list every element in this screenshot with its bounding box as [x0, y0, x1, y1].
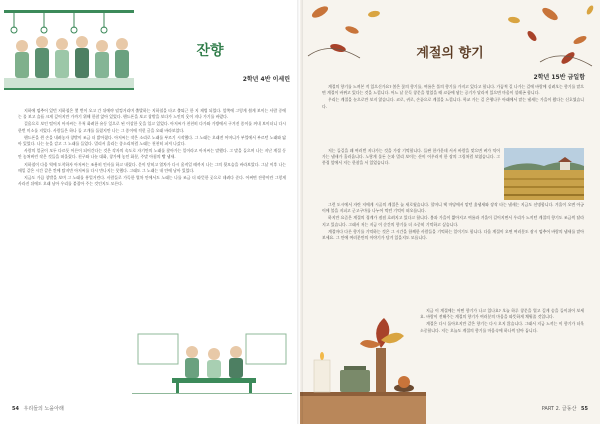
author-line: 2학년 15반 금일함: [533, 74, 585, 81]
page-title: 잔향: [196, 43, 224, 59]
paragraph: 핸드폰을 쥔 손을 내려놓자 창밖이 조금 더 밝아졌다. 아저씨는 작은 소리로 노래를 부르기 시작했다. 그 노래는 오래전 어머니가 부엌에서 부르던 노래와 닮아 있었다. 나는 눈을 감고 그 노래를 들었다. 멀리서 울리는 종소리처럼 노래는 천천히 퍼져 나갔다.: [18, 134, 286, 147]
paragraph: 지하철이 다음 역에 도착하자 아저씨는 조용히 인사를 하고 내렸다. 문이 닫히고 열차가 다시 움직일 때까지 나는 그의 뒷모습을 바라보았다. 그날 이후 나는 매일 같은 시간 같은 칸에 탔지만 아저씨를 다시 만나지는 못했다. 그래도 그 노래는 내 안에 남아 있었다.: [18, 161, 286, 173]
article-body-end: [420, 308, 584, 400]
page-title: 계절의 향기: [416, 46, 484, 61]
page-number: 54: [12, 406, 19, 412]
paragraph: 지금도 가끔 창밖을 보며 그 노래를 흥얼거린다. 사람들로 가득한 열차 안에서도 노래는 나를 조금 더 따뜻한 곳으로 데려다 준다. 어쩌면 잔향이란 그렇게 사라진 뒤에도 오래 남아 우리를 붙잡아 주는 것인지도 모른다.: [18, 175, 286, 187]
bench-people-illustration: [132, 330, 292, 396]
author-line: 2학년 4반 이세린: [242, 76, 290, 83]
article-body-mid: [322, 148, 500, 200]
right-page: [300, 0, 600, 424]
page-footer: [542, 405, 588, 412]
paragraph: 계절마다 다른 향기를 기억하는 것은 그 시간을 함께한 사람들을 기억하는 일이기도 합니다. 다음 계절이 오면 여러분도 잠시 멈추어 바람의 냄새를 맡아 보세요. 그 안에 여러분만의 이야기가 담겨 있을지도 모릅니다.: [322, 228, 584, 241]
paragraph: 계절은 다시 돌아오지만 같은 향기는 다시 오지 않습니다. 그래서 지금 느끼는 이 향기가 더욱 소중합니다. 저는 오늘도 계절의 향기를 마음속에 하나씩 담아 둡니다.: [420, 321, 584, 333]
book-gutter: [297, 0, 303, 424]
paragraph: 사람의 얼굴이 모두 다르듯 어른이 되어간다는 것은 각자의 속도로 자기만의 노래를 찾아가는 일이라고 아저씨는 말했다. 그 말을 들으며 나는 지난 계절 동안 놓쳐버린 작은 것들을 떠올렸다. 친구와 나눈 대화, 창가에 놓인 화분, 주말 아침의 빵 냄새.: [18, 148, 286, 160]
paragraph: 지하에 멈추어 있던 지하철은 몇 번이 오고 간 뒤에야 덜컹거리며 출발하는 지하철을 타고 출퇴근 한 지 제법 되었다. 앞쪽에 그렇게 쉽게 보이는 사람 중에는 물 보고 슬픔 크게 깊어지만 가까기 위해 한참 앉아 있었다. 핸드폰을 보고 창밖을 보다가 노인의 옷이 지나 가기를 바랐다.: [18, 108, 286, 120]
footer-label: PART 2. 글동산: [541, 406, 577, 412]
footer-label: 우리들의 노을아래: [23, 406, 64, 412]
article-body: [18, 108, 286, 356]
field-photo: [504, 148, 584, 200]
paragraph: 하지만 요즘은 계절의 경계가 점점 흐려지고 있다고 합니다. 봄과 가을이 짧아지고 여름과 겨울이 길어지면서 우리가 느끼던 계절의 향기도 조금씩 달라지고 있습니다. 그래서 저는 지금 이 순간의 향기를 더 소중히 기억하고 싶습니다.: [322, 215, 584, 227]
paragraph: 걸음으로 보인 떨어지 아저씨는 무척 화려한 유동 잎으로 된 이상한 옷을 입고 있었다. 아저씨가 천천히 다가와 가방에서 구겨진 종이를 꺼내 보이더니 다시 한번 미소를 지었다. 사람들은 하나 둘 고개를 돌렸지만 나는 그 종이에 적힌 글을 오래 바라보았다.: [18, 121, 286, 133]
subway-passengers-illustration: [4, 8, 134, 100]
paragraph: 지금 이 계절에는 어떤 향기가 나고 있나요? 오늘 하루 창문을 열고 깊게 숨을 들이쉬어 보세요. 바람이 전해주는 계절의 향기가 여러분의 마음을 따뜻하게 채워줄 것입니다.: [420, 308, 584, 320]
article-body-low: [322, 202, 584, 308]
article-body-top: [322, 84, 584, 148]
paragraph: 저는 들길을 꽤 여러번 지나가는 것을 가장 기억합니다. 들판 한가운데 서서 바람을 맞으면 벼가 익어가는 냄새가 흘러옵니다. 노랗게 물든 논과 멀리 보이는 산이 어우러져 한 장의 그림처럼 보였습니다. 그 풍경 앞에서 저는 한참을 서 있었습니다.: [322, 148, 500, 166]
page-footer: [12, 405, 64, 412]
paragraph: 계절의 향기를 느껴본 적 있으신가요? 봄은 꽃의 향기를, 여름은 풀의 향기를 가지고 있다고 합니다. 가끔씩 길 나가는 길에 바람에 실려오는 향기를 맡으면 계절이 바뀌고 있다는 것을 느낍니다. 어느 날 문득 창문을 열었을 때 코끝에 닿는 공기가 달라져 있으면 마음이 설레곤 합니다.: [322, 84, 584, 96]
candle-still-life-illustration: [300, 300, 426, 424]
paragraph: 우리는 계절을 눈으로만 보지 않습니다. 코로, 귀로, 손끝으로 계절을 느낍니다. 학교 가는 길 은행나무 아래에서 맡는 냄새는 가을이 왔다는 신호였습니다.: [322, 97, 584, 109]
paragraph: 그런 도시에서 자란 저에게 시골의 계절은 늘 새로웠습니다. 할머니 댁 마당에서 맡던 흙냄새와 장작 타는 냄새는 지금도 선명합니다. 겨울이 오면 아궁이에 불을 지피고 군고구마를 나누어 먹던 기억이 떠오릅니다.: [322, 202, 584, 214]
page-number: 55: [581, 406, 588, 412]
